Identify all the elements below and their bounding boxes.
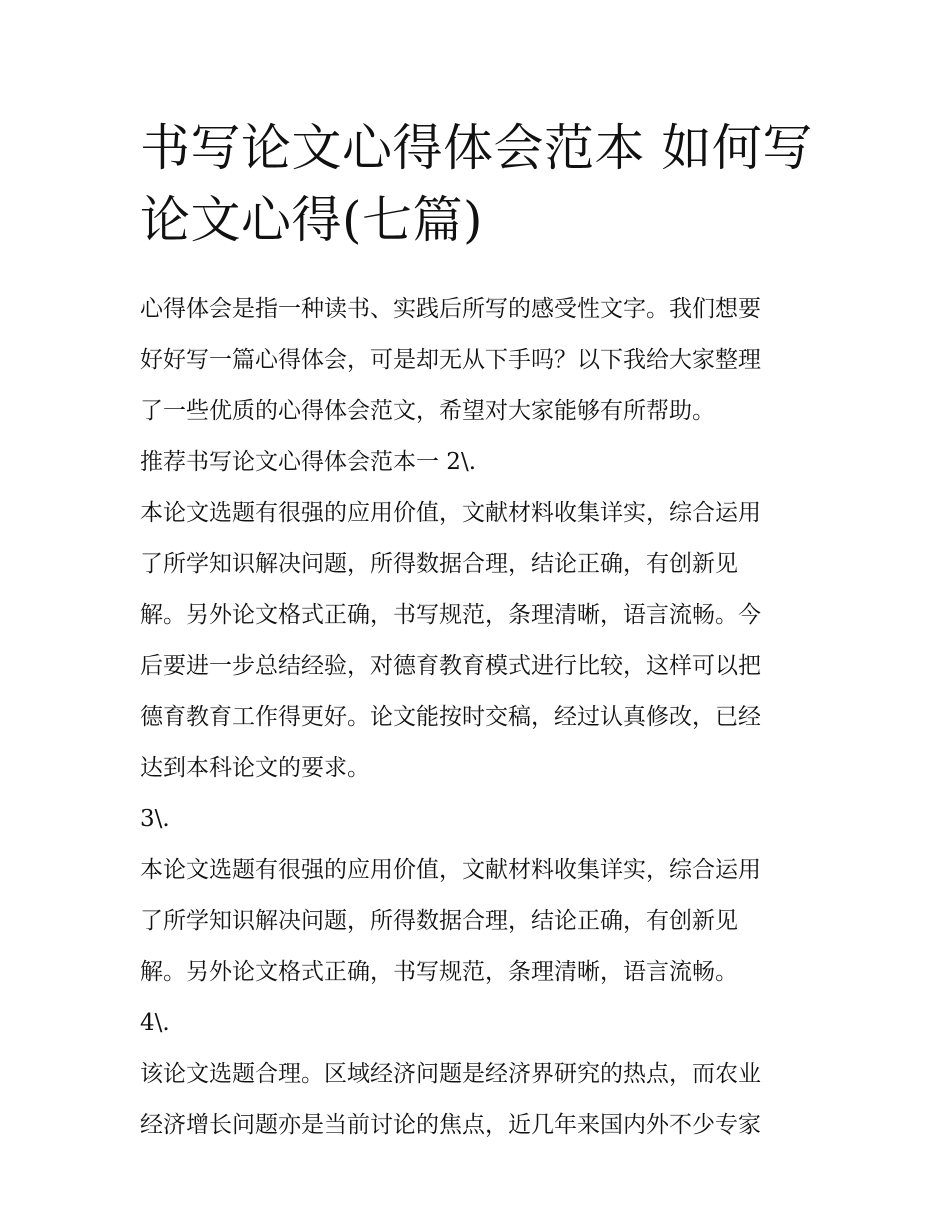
paragraph-4-line-2: 经济增长问题亦是当前讨论的焦点，近几年来国内外不少专家 (140, 1112, 761, 1138)
document-page (140, 112, 816, 1151)
paragraph-2-line-3: 解。另外论文格式正确，书写规范，条理清晰，语言流畅。今 (140, 602, 761, 628)
document-title (140, 112, 816, 256)
intro-line-1: 心得体会是指一种读书、实践后所写的感受性文字。我们想要 (140, 296, 761, 322)
intro-line-2: 好好写一篇心得体会，可是却无从下手吗？以下我给大家整理 (140, 347, 761, 373)
section-heading-1: 推荐书写论文心得体会范本一 2\. (140, 449, 477, 475)
paragraph-3-line-2: 了所学知识解决问题，所得数据合理，结论正确，有创新见 (140, 908, 738, 934)
paragraph-4-line-1: 该论文选题合理。区域经济问题是经济界研究的热点，而农业 (140, 1061, 761, 1087)
paragraph-3-line-1: 本论文选题有很强的应用价值，文献材料收集详实，综合运用 (140, 857, 761, 883)
paragraph-2-line-2: 了所学知识解决问题，所得数据合理，结论正确，有创新见 (140, 551, 738, 577)
title-line-2: 论文心得(七篇) (140, 191, 484, 249)
section-number-4: 4\. (140, 1010, 170, 1036)
paragraph-2-line-1: 本论文选题有很强的应用价值，文献材料收集详实，综合运用 (140, 500, 761, 526)
document-body (140, 284, 816, 1151)
paragraph-3-line-3: 解。另外论文格式正确，书写规范，条理清晰，语言流畅。 (140, 959, 738, 985)
title-line-1: 书写论文心得体会范本 如何写 (140, 119, 813, 177)
paragraph-2-line-4: 后要进一步总结经验，对德育教育模式进行比较，这样可以把 (140, 653, 761, 679)
paragraph-2-line-5: 德育教育工作得更好。论文能按时交稿，经过认真修改，已经 (140, 704, 761, 730)
paragraph-2-line-6: 达到本科论文的要求。 (140, 755, 370, 781)
section-number-3: 3\. (140, 806, 170, 832)
intro-line-3: 了一些优质的心得体会范文，希望对大家能够有所帮助。 (140, 398, 715, 424)
